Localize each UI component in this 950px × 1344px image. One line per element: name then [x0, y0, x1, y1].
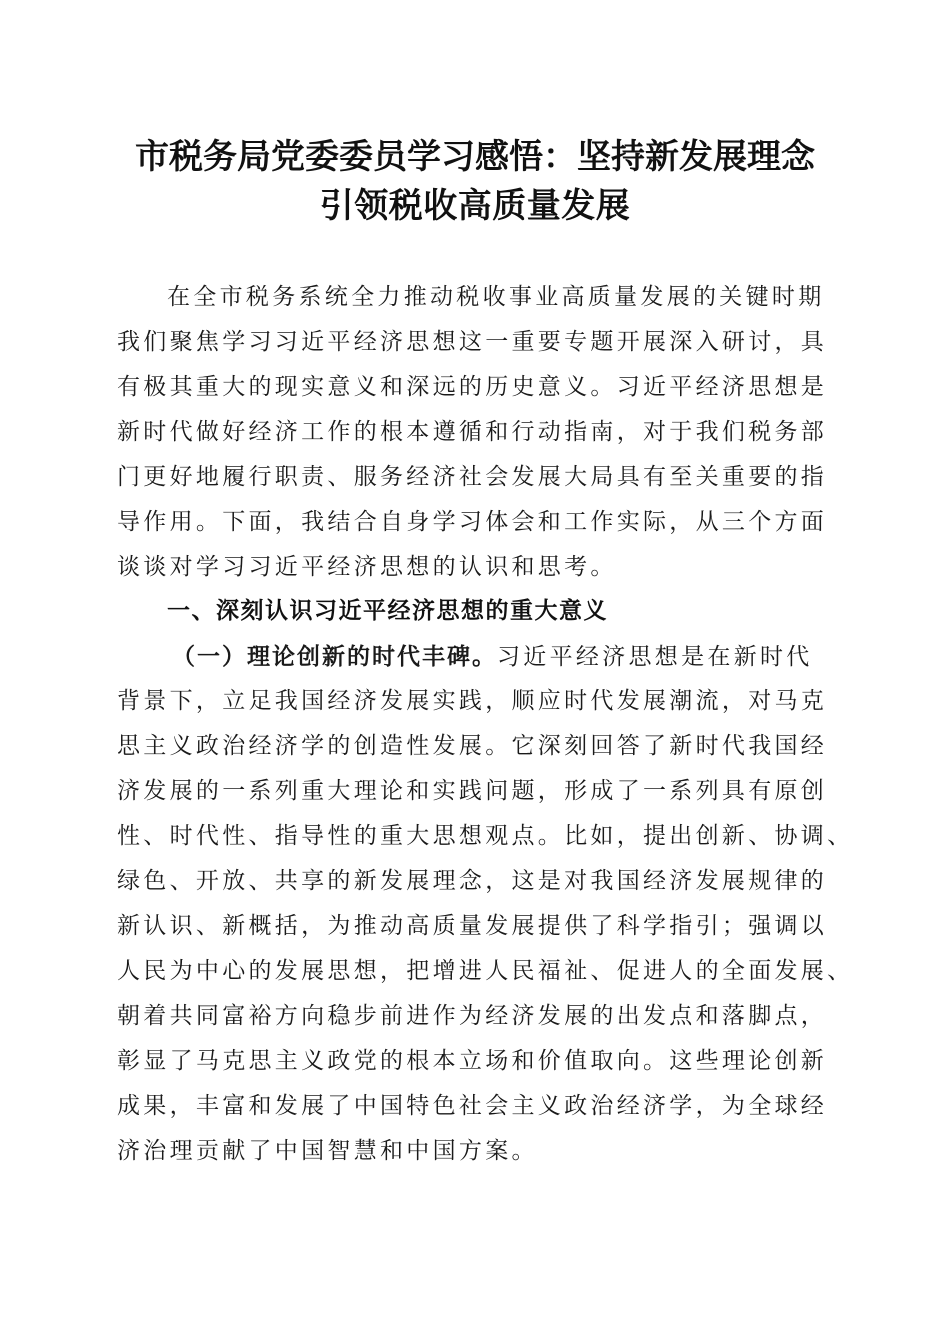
paragraph-line: 新时代做好经济工作的根本遵循和行动指南，对于我们税务部 — [117, 419, 828, 445]
paragraph-line: 朝着共同富裕方向稳步前进作为经济发展的出发点和落脚点， — [117, 1003, 828, 1029]
paragraph-line: 思主义政治经济学的创造性发展。它深刻回答了新时代我国经 — [117, 733, 828, 759]
paragraph-line — [172, 645, 813, 669]
document-title-line-1: 市税务局党委委员学习感悟：坚持新发展理念 — [135, 137, 815, 177]
section-heading: 一、深刻认识习近平经济思想的重大意义 — [167, 598, 608, 624]
paragraph-line: 有极其重大的现实意义和深远的历史意义。习近平经济思想是 — [117, 374, 828, 400]
paragraph-line: 成果，丰富和发展了中国特色社会主义政治经济学，为全球经 — [117, 1093, 828, 1119]
paragraph-line: 彰显了马克思主义政党的根本立场和价值取向。这些理论创新 — [117, 1048, 828, 1074]
document-title-line-2: 引领税收高质量发展 — [319, 186, 631, 226]
paragraph-line: 绿色、开放、共享的新发展理念，这是对我国经济发展规律的 — [117, 868, 828, 894]
paragraph-line: 人民为中心的发展思想，把增进人民福祉、促进人的全面发展、 — [117, 958, 854, 984]
paragraph-line: 谈谈对学习习近平经济思想的认识和思考。 — [117, 554, 617, 580]
paragraph-line: 新认识、新概括，为推动高质量发展提供了科学指引；强调以 — [117, 913, 828, 939]
paragraph-line: 门更好地履行职责、服务经济社会发展大局具有至关重要的指 — [117, 464, 828, 490]
paragraph-line: 我们聚焦学习习近平经济思想这一重要专题开展深入研讨，具 — [117, 329, 828, 355]
paragraph-line: 性、时代性、指导性的重大思想观点。比如，提出创新、协调、 — [117, 823, 854, 849]
paragraph-line: 济治理贡献了中国智慧和中国方案。 — [117, 1138, 538, 1164]
subsection-first-line-text: 习近平经济思想是在新时代 — [497, 644, 813, 670]
paragraph-line: 济发展的一系列重大理论和实践问题，形成了一系列具有原创 — [117, 778, 828, 804]
subsection-heading: （一）理论创新的时代丰碑。 — [172, 643, 497, 670]
paragraph-line: 背景下，立足我国经济发展实践，顺应时代发展潮流，对马克 — [117, 688, 828, 714]
paragraph-line: 导作用。下面，我结合自身学习体会和工作实际，从三个方面 — [117, 509, 828, 535]
paragraph-line: 在全市税务系统全力推动税收事业高质量发展的关键时期 — [167, 284, 825, 310]
